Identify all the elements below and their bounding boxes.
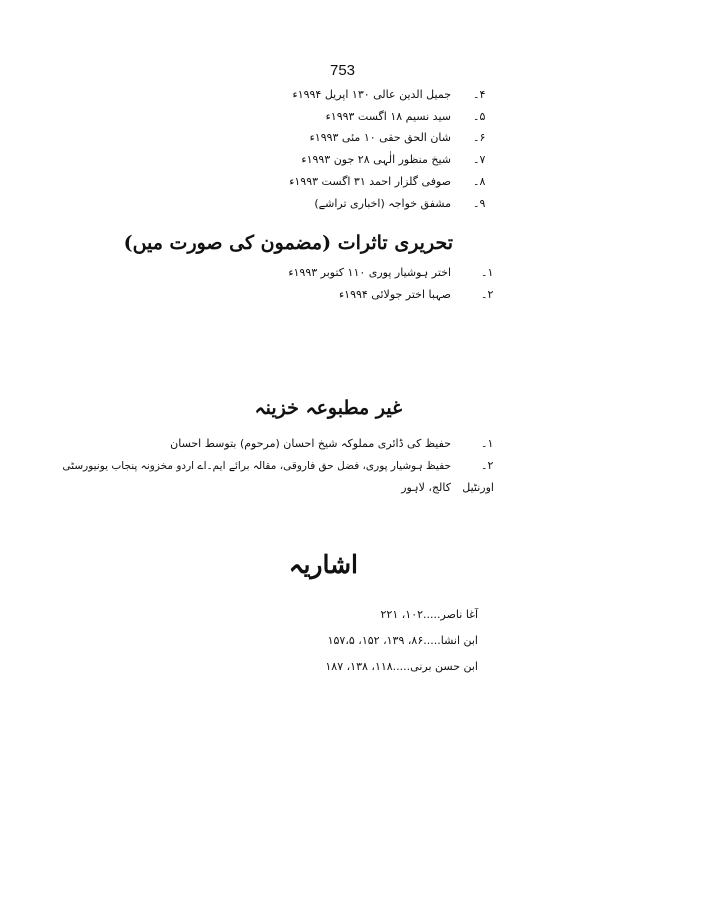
list-item: جمیل الدین عالی ۱۳۰ اپریل ۱۹۹۴ء [292, 88, 451, 101]
list-item: صہبا اختر جولائی ۱۹۹۴ء [338, 288, 451, 301]
list-item: حفیظ ہوشیار پوری، فضل حق فاروقی، مقالہ برائے ایم۔اے اردو مخزونہ پنجاب یونیورسٹی [62, 460, 451, 472]
index-entry: ابن حسن برنی.....۱۱۸، ۱۳۸، ۱۸۷ [325, 660, 478, 673]
list-item: مشفق خواجہ (اخباری تراشے) [314, 197, 451, 210]
page-number: 753 [330, 62, 356, 79]
list-item-number: ۲۔ [481, 288, 494, 301]
list-item-number: ۷۔ [473, 153, 486, 166]
list-item: اختر ہوشیار پوری ۱۱۰ کتوبر ۱۹۹۳ء [288, 266, 451, 279]
list-item-continuation: اورنٹیل [462, 481, 494, 494]
section-heading-unpublished: غیر مطبوعہ خزینہ [254, 397, 402, 419]
section-heading-written-impressions: تحریری تاثرات (مضمون کی صورت میں) [123, 232, 453, 254]
list-item: شان الحق حقی ۱۰ مئی ۱۹۹۳ء [309, 131, 451, 144]
list-item-number: ۴۔ [473, 88, 486, 101]
list-item-number: ۶۔ [473, 131, 486, 144]
list-item: سید نسیم ۱۸ اگست ۱۹۹۳ء [325, 110, 451, 123]
list-item-number: ۱۔ [481, 437, 494, 450]
index-entry: ابن انشا.....۸۶، ۱۳۹، ۱۵۲، ۱۵۷،۵ [327, 634, 478, 647]
list-item-number: ۱۔ [481, 266, 494, 279]
list-item: شیخ منظور الٰہی ۲۸ جون ۱۹۹۳ء [301, 153, 451, 166]
list-item-number: ۸۔ [473, 175, 486, 188]
index-heading: اشاریہ [288, 550, 358, 579]
list-item-number: ۲۔ [481, 459, 494, 472]
list-item-continuation: کالج، لاہور [401, 481, 451, 494]
list-item-number: ۹۔ [473, 197, 486, 210]
list-item: صوفی گلزار احمد ۳۱ اگست ۱۹۹۳ء [289, 175, 451, 188]
index-entry: آغا ناصر.....۱۰۲، ۲۲۱ [380, 608, 478, 621]
list-item: حفیظ کی ڈائری مملوکہ شیخ احسان (مرحوم) بتوسط احسان [170, 437, 451, 450]
list-item-number: ۵۔ [473, 110, 486, 123]
